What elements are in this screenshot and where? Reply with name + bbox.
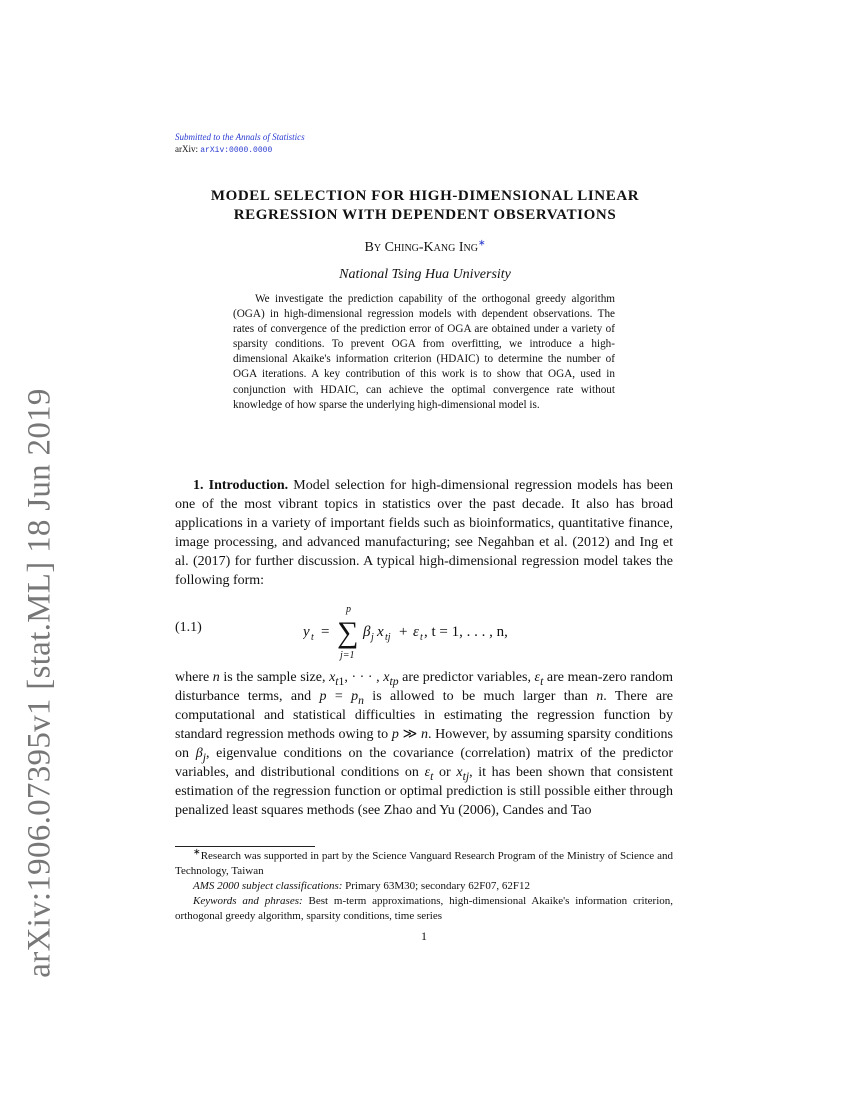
eq-eps-sub: t xyxy=(420,632,423,643)
footnote-keywords: Keywords and phrases: Best m-term approximations, high-dimensional Akaike's information criterion, orthogonal greedy algorithm, sparsity conditions, time series xyxy=(175,895,674,922)
introduction-paragraph xyxy=(175,476,673,590)
body-paragraph-2: where n is the sample size, $x_{t1}$, · · · , $x_{tp}$ are predictor variables, $\varepsilon_t$ are mean-zero random disturbance terms, and $p = p_n$ is allowed to be much larger than n. There are computational and statistical difficulties in estimating the regression function by standard regression methods owing to p ≫ n. However, by assuming sparsity conditions on $\beta_j$, eigenvalue conditions on the covariance (correlation) matrix of the predictor variables, and distributional conditions on $\varepsilon_t$ or $x_{tj}$, it has been shown that consistent estimation of the regression function or optimal prediction is still possible either through penalized least squares methods (see Zhao and Yu (2006), Candes and Tao xyxy=(175,670,674,818)
equation-1-1 xyxy=(175,600,673,664)
paper-title xyxy=(170,187,680,225)
eq-lhs-sub: t xyxy=(311,632,314,643)
section-heading: 1. Introduction. xyxy=(193,478,289,493)
submitted-line[interactable]: Submitted to the Annals of Statistics xyxy=(175,132,305,142)
eq-lhs: y xyxy=(303,624,310,640)
journal-header xyxy=(175,131,305,157)
eq-eps: ε xyxy=(413,624,419,640)
title-line-2: REGRESSION WITH DEPENDENT OBSERVATIONS xyxy=(233,207,617,223)
author-by: By xyxy=(364,240,382,255)
eq-plus: + xyxy=(399,624,408,640)
author-line xyxy=(170,237,680,256)
sum-top: p xyxy=(346,604,351,615)
intro-text: Model selection for high-dimensional regression models has been one of the most vibrant topics in statistics over the past decade. It also has broad applications in a variety of important fields such as bioinformatics, quantitative finance, image processing, and advanced manufacturing; see Negahban et al. (2012) and Ing et al. (2017) for further discussion. A typical high-dimensional regression model takes the following form: xyxy=(175,478,674,588)
author-footnote-mark[interactable]: ∗ xyxy=(477,237,486,248)
abstract: We investigate the prediction capability of the orthogonal greedy algorithm (OGA) in high-dimensional regression models with dependent observations. The rates of convergence of the prediction error of OGA are obtained under a variety of sparsity conditions. To prevent OGA from overfitting, we introduce a high-dimensional Akaike's information criterion (HDAIC) to determine the number of OGA iterations. A key contribution of this work is to show that OGA, used in conjunction with HDAIC, can achieve the optimal convergence rate without knowledge of how sparse the underlying high-dimensional model is. xyxy=(233,293,615,411)
sum-bottom: j=1 xyxy=(340,650,355,661)
footnote-ams: AMS 2000 subject classifications: Primary 63M30; secondary 62F07, 62F12 xyxy=(193,880,531,892)
arxiv-id-link[interactable]: arXiv:0000.0000 xyxy=(200,146,273,155)
equation-formula xyxy=(303,600,603,664)
page-number: 1 xyxy=(421,929,427,943)
eq-beta-sub: j xyxy=(371,632,374,643)
eq-x-sub: tj xyxy=(385,632,391,643)
equation-number: (1.1) xyxy=(175,620,202,635)
eq-tail: , t = 1, . . . , n, xyxy=(424,624,508,640)
eq-x: x xyxy=(377,624,384,640)
arxiv-id-line: arXiv: arXiv:0000.0000 xyxy=(175,144,273,155)
affiliation: National Tsing Hua University xyxy=(339,267,511,282)
footnote-funding: ∗Research was supported in part by the Science Vanguard Research Program of the Ministry of Science and Technology, Taiwan xyxy=(175,846,673,877)
title-line-1: MODEL SELECTION FOR HIGH-DIMENSIONAL LINEAR xyxy=(210,188,640,204)
arxiv-sidebar-stamp: arXiv:1906.07395v1 [stat.ML] 18 Jun 2019 xyxy=(21,388,58,978)
sum-symbol: ∑ xyxy=(337,616,359,649)
eq-beta: β xyxy=(363,624,371,640)
author-name: Ching-Kang Ing xyxy=(384,240,478,255)
eq-equals: = xyxy=(321,624,330,640)
